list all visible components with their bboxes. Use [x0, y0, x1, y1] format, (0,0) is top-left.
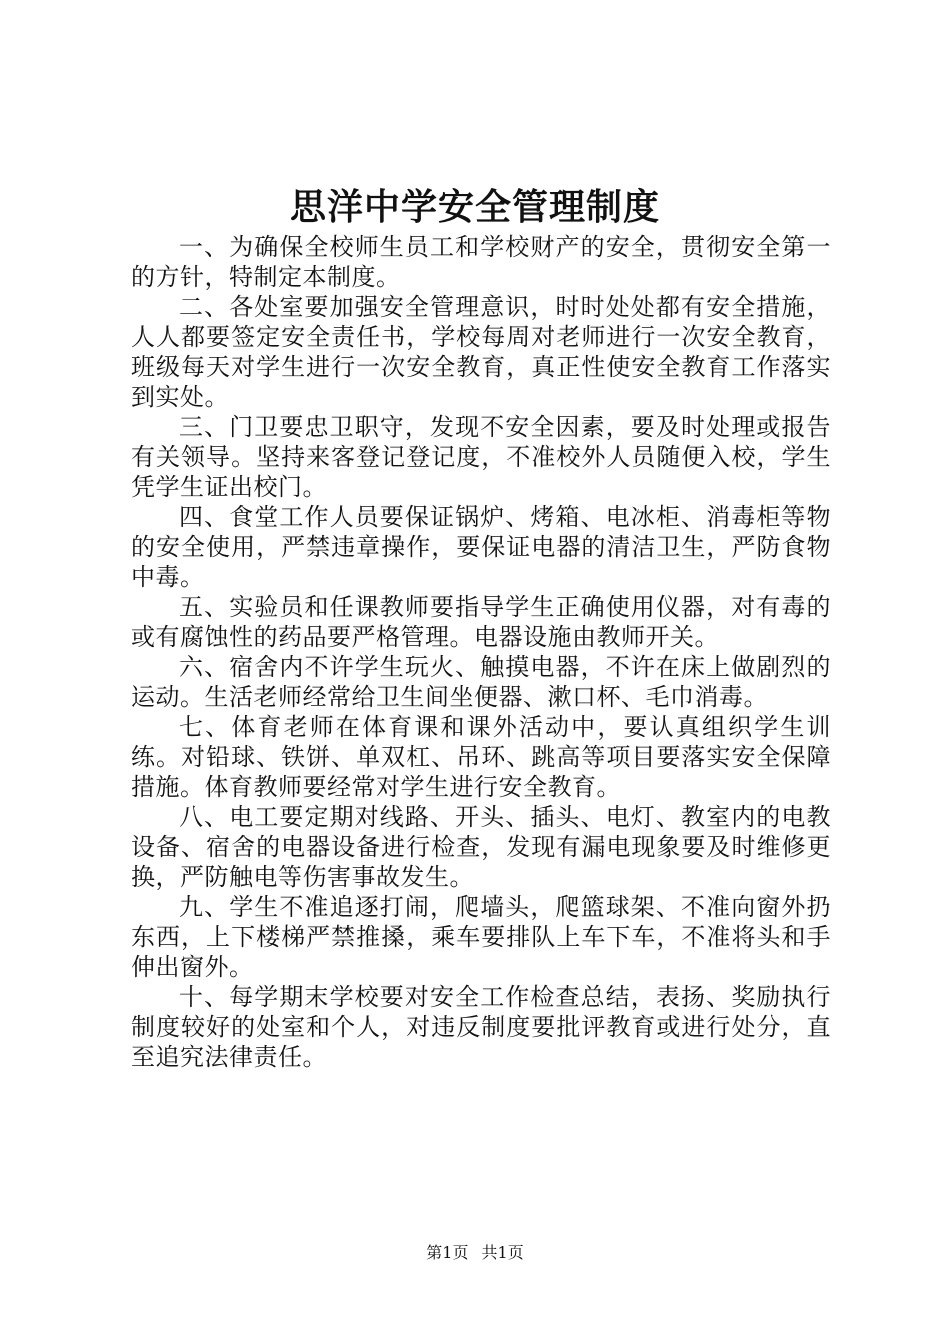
paragraph-5: 五、实验员和任课教师要指导学生正确使用仪器，对有毒的或有腐蚀性的药品要严格管理。电器设施由教师开关。	[131, 593, 831, 651]
page-footer	[0, 1243, 950, 1263]
paragraph-6: 六、宿舍内不许学生玩火、触摸电器，不许在床上做剧烈的运动。生活老师经常给卫生间坐便器、漱口杯、毛巾消毒。	[131, 653, 831, 711]
paragraph-2: 二、各处室要加强安全管理意识，时时处处都有安全措施，人人都要签定安全责任书，学校每周对老师进行一次安全教育，班级每天对学生进行一次安全教育，真正性使安全教育工作落实到实处。	[131, 293, 831, 411]
total-page-count: 共1页	[481, 1243, 524, 1262]
paragraph-3: 三、门卫要忠卫职守，发现不安全因素，要及时处理或报告有关领导。坚持来客登记登记度，不准校外人员随便入校，学生凭学生证出校门。	[131, 413, 831, 501]
paragraph-1: 一、为确保全校师生员工和学校财产的安全，贯彻安全第一的方针，特制定本制度。	[131, 233, 831, 291]
current-page-number: 第1页	[426, 1243, 469, 1262]
document-body	[131, 232, 831, 1072]
paragraph-4: 四、食堂工作人员要保证锅炉、烤箱、电冰柜、消毒柜等物的安全使用，严禁违章操作，要保证电器的清洁卫生，严防食物中毒。	[131, 503, 831, 591]
paragraph-10: 十、每学期末学校要对安全工作检查总结，表扬、奖励执行制度较好的处室和个人，对违反制度要批评教育或进行处分，直至追究法律责任。	[131, 983, 831, 1071]
paragraph-8: 八、电工要定期对线路、开头、插头、电灯、教室内的电教设备、宿舍的电器设备进行检查，发现有漏电现象要及时维修更换，严防触电等伤害事故发生。	[131, 803, 831, 891]
paragraph-7: 七、体育老师在体育课和课外活动中，要认真组织学生训练。对铅球、铁饼、单双杠、吊环、跳高等项目要落实安全保障措施。体育教师要经常对学生进行安全教育。	[131, 713, 831, 801]
document-title: 思洋中学安全管理制度	[289, 187, 660, 228]
paragraph-9: 九、学生不准追逐打闹，爬墙头，爬篮球架、不准向窗外扔东西，上下楼梯严禁推搡，乘车要排队上车下车，不准将头和手伸出窗外。	[131, 893, 831, 981]
